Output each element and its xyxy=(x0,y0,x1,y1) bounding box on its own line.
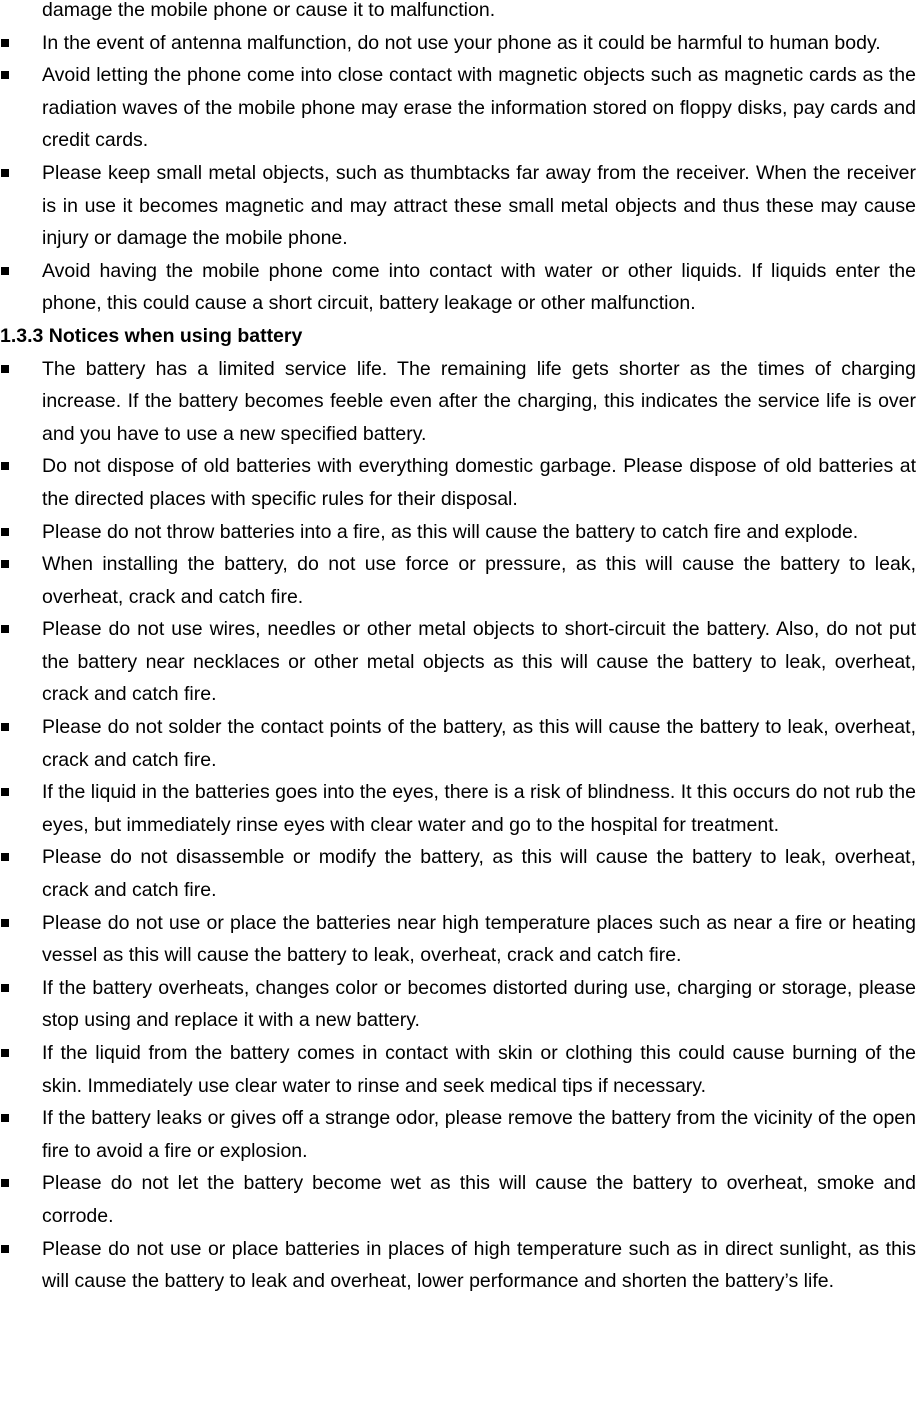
list-item-text: If the liquid from the battery comes in contact with skin or clothing this could cause burning of the skin. Immediately use clear water to rinse and seek medical tips if necessary. xyxy=(42,1042,916,1097)
list-item-text: If the battery overheats, changes color or becomes distorted during use, charging or storage, please stop using and replace it with a new battery. xyxy=(42,976,916,1032)
square-bullet-icon xyxy=(1,853,9,861)
square-bullet-icon xyxy=(1,625,9,633)
square-bullet-icon xyxy=(1,919,9,927)
square-bullet-icon xyxy=(1,1179,9,1187)
list-item-text: Please do not throw batteries into a fire, as this will cause the battery to catch fire and explode. xyxy=(42,520,859,543)
square-bullet-icon xyxy=(1,528,9,536)
list-item-text: Please do not let the battery become wet as this will cause the battery to overheat, smoke and corrode. xyxy=(42,1172,916,1227)
list-item-text: Do not dispose of old batteries with everything domestic garbage. Please dispose of old batteries at the directed places with specific rules for their disposal. xyxy=(42,455,916,510)
list-item xyxy=(42,1102,916,1167)
list-item xyxy=(42,450,916,515)
list-item xyxy=(42,907,916,972)
square-bullet-icon xyxy=(1,788,9,796)
list-item-text: Please keep small metal objects, such as thumbtacks far away from the receiver. When the receiver is in use it becomes magnetic and may attract these small metal objects and thus these may cause injury or damage the mobile phone. xyxy=(42,161,916,250)
list-item xyxy=(42,841,916,906)
square-bullet-icon xyxy=(1,1114,9,1122)
list-item xyxy=(42,1037,916,1102)
list-item xyxy=(42,27,916,60)
square-bullet-icon xyxy=(1,560,9,568)
list-item xyxy=(42,157,916,255)
list-item-text: Please do not disassemble or modify the battery, as this will cause the battery to leak, overheat, crack and catch fire. xyxy=(42,846,916,902)
square-bullet-icon xyxy=(1,71,9,79)
square-bullet-icon xyxy=(1,169,9,177)
intro-bullet-list xyxy=(0,27,922,320)
section-heading: 1.3.3 Notices when using battery xyxy=(0,324,303,347)
list-item xyxy=(42,613,916,711)
battery-bullet-list xyxy=(0,353,922,1298)
list-item-text: If the liquid in the batteries goes into the eyes, there is a risk of blindness. It this occurs do not rub the eyes, but immediately rinse eyes with clear water and go to the hospital for treatment. xyxy=(42,781,916,836)
square-bullet-icon xyxy=(1,462,9,470)
square-bullet-icon xyxy=(1,1245,9,1253)
list-item xyxy=(42,776,916,841)
square-bullet-icon xyxy=(1,365,9,373)
list-item xyxy=(42,255,916,320)
list-item-text: Please do not use wires, needles or other metal objects to short-circuit the battery. Also, do not put the battery near necklaces or other metal objects as this will cause the battery to leak, overheat, crack and catch fire. xyxy=(42,618,916,706)
list-item xyxy=(42,548,916,613)
list-item-text: When installing the battery, do not use force or pressure, as this will cause the battery to leak, overheat, crack and catch fire. xyxy=(42,553,916,608)
list-item xyxy=(42,1233,916,1298)
square-bullet-icon xyxy=(1,267,9,275)
square-bullet-icon xyxy=(1,984,9,992)
list-item-text: Please do not use or place batteries in places of high temperature such as in direct sunlight, as this will cause the battery to leak and overheat, lower performance and shorten the battery’s life. xyxy=(42,1237,916,1293)
list-item-text: Avoid having the mobile phone come into contact with water or other liquids. If liquids enter the phone, this could cause a short circuit, battery leakage or other malfunction. xyxy=(42,259,916,315)
list-item-text: The battery has a limited service life. The remaining life gets shorter as the times of charging increase. If the battery becomes feeble even after the charging, this indicates the service life is over and you have to use a new specified battery. xyxy=(42,357,916,445)
square-bullet-icon xyxy=(1,39,9,47)
square-bullet-icon xyxy=(1,723,9,731)
list-item xyxy=(42,711,916,776)
list-item-text: If the battery leaks or gives off a strange odor, please remove the battery from the vicinity of the open fire to avoid a fire or explosion. xyxy=(42,1107,916,1162)
list-item-text: In the event of antenna malfunction, do not use your phone as it could be harmful to human body. xyxy=(42,31,881,54)
list-item-text: Please do not use or place the batteries near high temperature places such as near a fire or heating vessel as this will cause the battery to leak, overheat, crack and catch fire. xyxy=(42,911,916,967)
list-item xyxy=(42,972,916,1037)
list-item xyxy=(42,59,916,157)
list-item-text: Please do not solder the contact points of the battery, as this will cause the battery to leak, overheat, crack and catch fire. xyxy=(42,716,916,771)
list-item xyxy=(42,1167,916,1232)
list-item xyxy=(42,353,916,451)
continuation-text: damage the mobile phone or cause it to malfunction. xyxy=(42,0,496,21)
list-item xyxy=(42,516,916,549)
list-item-text: Avoid letting the phone come into close contact with magnetic objects such as magnetic cards as the radiation waves of the mobile phone may erase the information stored on floppy disks, pay cards and credit cards. xyxy=(42,64,916,152)
square-bullet-icon xyxy=(1,1049,9,1057)
